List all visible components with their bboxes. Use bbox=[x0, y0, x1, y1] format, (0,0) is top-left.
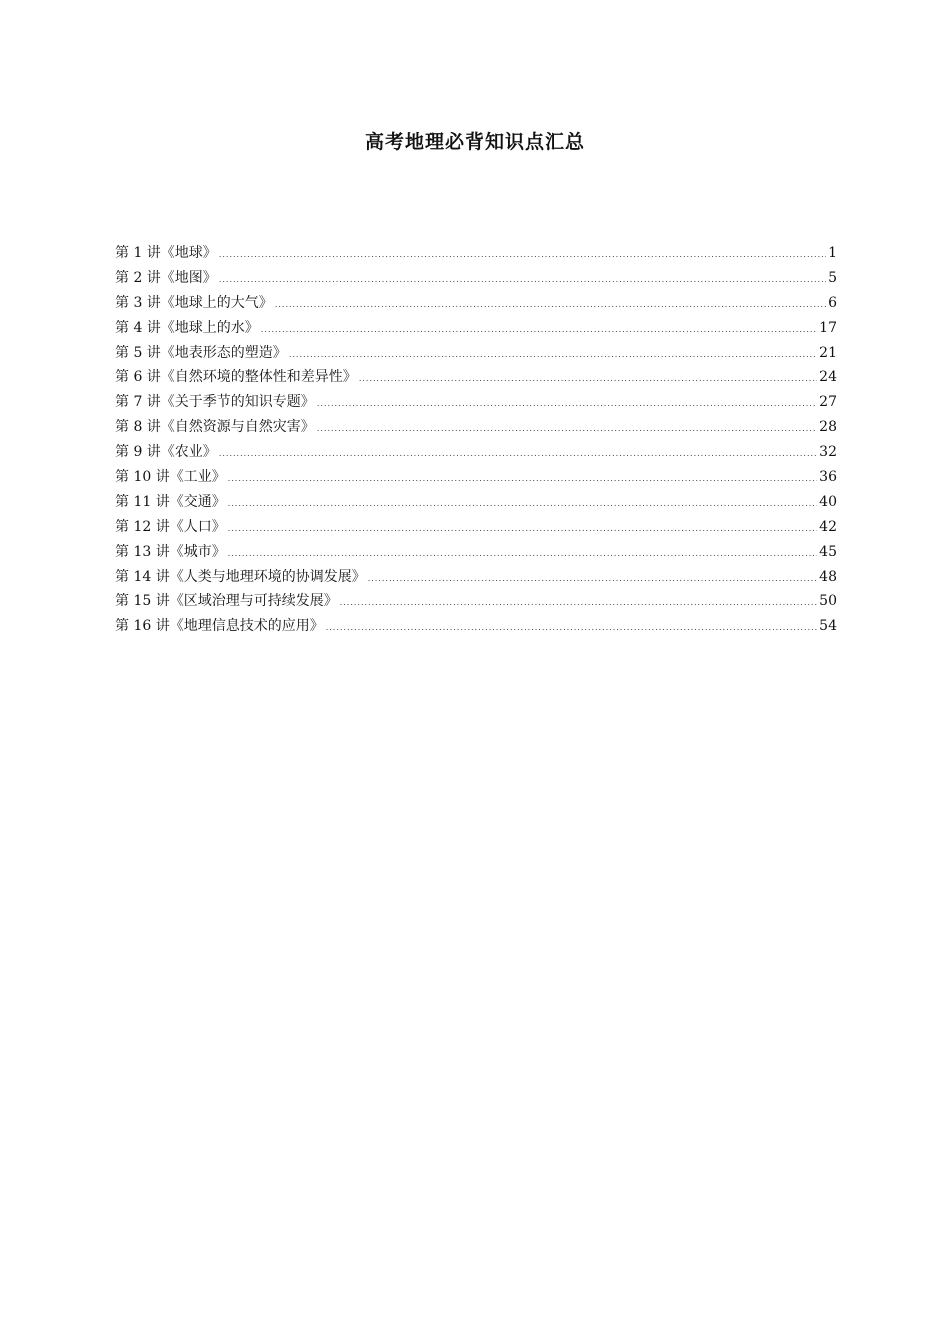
toc-entry-title: 第 7 讲《关于季节的知识专题》 bbox=[115, 394, 315, 411]
toc-leader-dots bbox=[219, 268, 826, 293]
toc-entry-page: 54 bbox=[819, 618, 837, 635]
toc-leader-dots bbox=[219, 442, 817, 467]
toc-entry[interactable] bbox=[115, 614, 837, 639]
table-of-contents bbox=[115, 241, 837, 639]
toc-entry-page: 36 bbox=[819, 469, 837, 486]
toc-leader-dots bbox=[368, 567, 817, 592]
toc-entry-page: 48 bbox=[819, 568, 837, 585]
toc-entry[interactable] bbox=[115, 341, 837, 366]
page-title: 高考地理必背知识点汇总 bbox=[364, 131, 585, 153]
toc-entry-page: 27 bbox=[819, 394, 837, 411]
toc-leader-dots bbox=[340, 591, 817, 616]
toc-entry-title: 第 9 讲《农业》 bbox=[115, 444, 217, 461]
toc-entry-title: 第 11 讲《交通》 bbox=[115, 493, 226, 510]
toc-entry-page: 28 bbox=[819, 419, 837, 436]
toc-entry-title: 第 14 讲《人类与地理环境的协调发展》 bbox=[115, 568, 366, 585]
toc-entry[interactable] bbox=[115, 365, 837, 390]
toc-leader-dots bbox=[228, 467, 817, 492]
toc-entry[interactable] bbox=[115, 490, 837, 515]
toc-entry[interactable] bbox=[115, 515, 837, 540]
toc-leader-dots bbox=[228, 517, 817, 542]
toc-entry[interactable] bbox=[115, 540, 837, 565]
toc-entry-title: 第 15 讲《区域治理与可持续发展》 bbox=[115, 593, 338, 610]
toc-entry-title: 第 13 讲《城市》 bbox=[115, 543, 226, 560]
toc-entry[interactable] bbox=[115, 465, 837, 490]
toc-entry[interactable] bbox=[115, 291, 837, 316]
toc-entry-title: 第 10 讲《工业》 bbox=[115, 469, 226, 486]
toc-entry-page: 6 bbox=[828, 294, 837, 311]
toc-entry[interactable] bbox=[115, 266, 837, 291]
toc-entry-title: 第 5 讲《地表形态的塑造》 bbox=[115, 344, 287, 361]
toc-leader-dots bbox=[228, 542, 817, 567]
toc-entry-page: 42 bbox=[819, 518, 837, 535]
toc-entry[interactable] bbox=[115, 565, 837, 590]
toc-entry-title: 第 8 讲《自然资源与自然灾害》 bbox=[115, 419, 315, 436]
toc-entry-page: 24 bbox=[819, 369, 837, 386]
toc-entry-page: 45 bbox=[819, 543, 837, 560]
toc-entry[interactable] bbox=[115, 415, 837, 440]
toc-entry[interactable] bbox=[115, 589, 837, 614]
toc-entry-page: 5 bbox=[828, 269, 837, 286]
toc-entry-title: 第 16 讲《地理信息技术的应用》 bbox=[115, 618, 324, 635]
toc-entry-title: 第 1 讲《地球》 bbox=[115, 245, 217, 261]
toc-entry-title: 第 2 讲《地图》 bbox=[115, 269, 217, 286]
toc-leader-dots bbox=[317, 392, 817, 417]
toc-entry-page: 21 bbox=[819, 344, 837, 361]
toc-entry-title: 第 6 讲《自然环境的整体性和差异性》 bbox=[115, 369, 357, 386]
toc-leader-dots bbox=[359, 367, 817, 392]
toc-entry[interactable] bbox=[115, 241, 837, 266]
toc-entry-page: 1 bbox=[828, 245, 837, 261]
toc-entry[interactable] bbox=[115, 390, 837, 415]
toc-leader-dots bbox=[219, 243, 826, 268]
toc-entry-page: 40 bbox=[819, 493, 837, 510]
toc-entry[interactable] bbox=[115, 440, 837, 465]
toc-entry-title: 第 12 讲《人口》 bbox=[115, 518, 226, 535]
toc-leader-dots bbox=[317, 417, 817, 442]
toc-entry[interactable] bbox=[115, 316, 837, 341]
toc-leader-dots bbox=[289, 343, 817, 368]
toc-leader-dots bbox=[326, 616, 817, 641]
toc-entry-title: 第 3 讲《地球上的大气》 bbox=[115, 294, 273, 311]
toc-leader-dots bbox=[275, 293, 826, 318]
toc-entry-page: 50 bbox=[819, 593, 837, 610]
toc-entry-title: 第 4 讲《地球上的水》 bbox=[115, 319, 259, 336]
toc-leader-dots bbox=[228, 492, 817, 517]
toc-entry-page: 32 bbox=[819, 444, 837, 461]
toc-entry-page: 17 bbox=[819, 319, 837, 336]
toc-leader-dots bbox=[261, 318, 817, 343]
